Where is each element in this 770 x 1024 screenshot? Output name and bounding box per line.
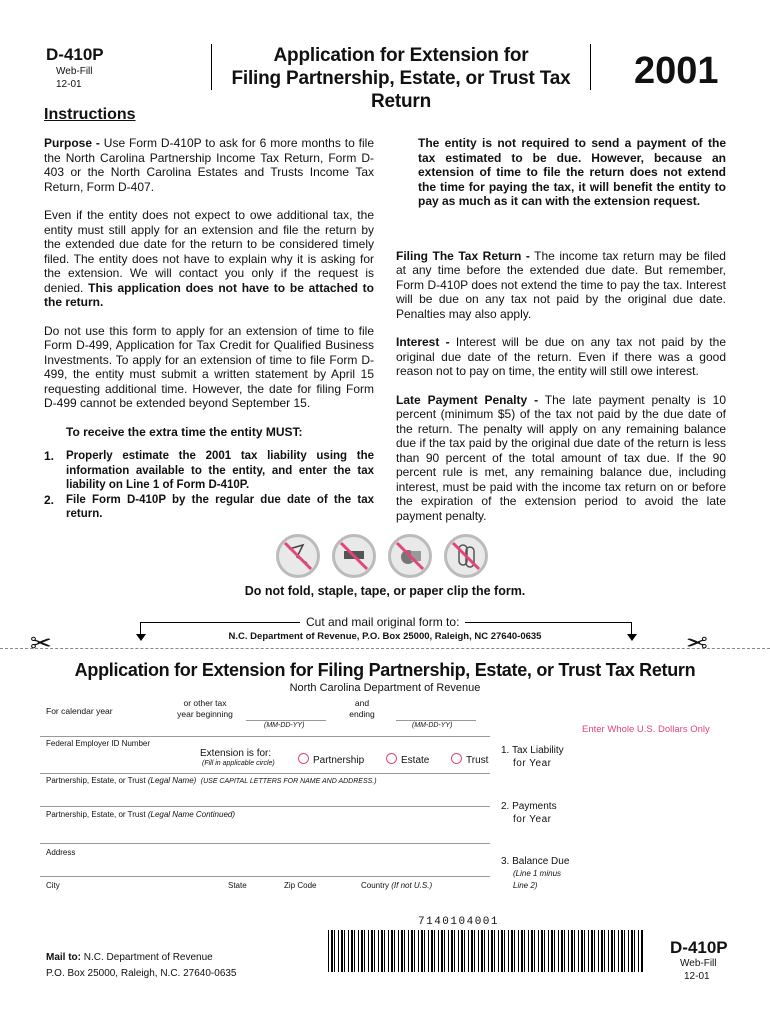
line1-tax-liability-input[interactable] <box>580 748 730 766</box>
instructions-left-column <box>44 136 374 522</box>
scissors-left-icon: ✂ <box>30 628 52 658</box>
barcode-number: 7140104001 <box>418 916 500 928</box>
line2-payments-input[interactable] <box>580 804 730 822</box>
footer-form-id: D-410P <box>670 938 728 957</box>
city-top-line <box>40 876 490 877</box>
footer-web-fill: Web-Fill <box>680 958 717 969</box>
mail-to-line1: Mail to: N.C. Department of Revenue <box>46 952 213 963</box>
scissors-right-icon: ✂ <box>686 628 708 658</box>
calendar-year-label: For calendar year <box>46 706 113 716</box>
line2-label: 2. Payments for Year <box>501 801 557 825</box>
whole-dollars-note: Enter Whole U.S. Dollars Only <box>582 724 710 735</box>
must-heading: To receive the extra time the entity MUST: <box>66 424 303 439</box>
legal-name-input[interactable] <box>46 788 486 806</box>
interest-paragraph: Interest - Interest will be due on any tax not paid by the original due date of the return. Even if there was a good reason not to pay on time, the entity will still owe interest. <box>396 335 726 378</box>
trust-radio[interactable] <box>451 753 462 764</box>
d499-paragraph: Do not use this form to apply for an extension of time to file Form D-499, Application for Tax Credit for Qualified Business Investments. To apply for an extension of time to file Form D-499, the entity must submit a written statement by April 15 requesting additional time. However, the date for filing Form D-499 cannot be extended beyond September 15. <box>44 323 374 410</box>
web-fill-label: Web-Fill <box>56 66 93 77</box>
address-input[interactable] <box>46 858 486 876</box>
revision-date: 12-01 <box>56 79 82 90</box>
address-label: Address <box>46 848 76 857</box>
no-fold-notice: Do not fold, staple, tape, or paper clip the form. <box>244 584 526 598</box>
tax-year: 2001 <box>634 50 719 92</box>
footer-revision: 12-01 <box>684 971 710 982</box>
header-divider-left <box>211 44 212 90</box>
option-partnership[interactable]: Partnership <box>298 753 364 766</box>
late-penalty-paragraph: Late Payment Penalty - The late payment penalty is 10 percent (minimum $5) of the tax not paid by the due date of the return. The penalty will apply on any remaining balance due if the tax paid by the original due date of the return is less than 90 percent of the total amount of tax due. If the 90 percent rule is met, any remaining balance due, including interest, must be paid with the income tax return on or before the expiration of the extension period to avoid the late payment penalty. <box>396 392 726 523</box>
address-top-line <box>40 843 490 844</box>
line3-label: 3. Balance Due (Line 1 minus Line 2) <box>501 856 570 890</box>
cut-line <box>0 648 770 649</box>
line1-label: 1. Tax Liability for Year <box>501 745 564 769</box>
partnership-radio[interactable] <box>298 753 309 764</box>
no-tax-paragraph: Even if the entity does not expect to owe additional tax, the entity must still apply for an extension and file the return by the extended due date for the return to be considered timely filed. The entity does not have to explain why it is asking for the extension. We will contact you only if the request is denied. This application does not have to be attached to the return. <box>44 208 375 309</box>
name-top-line <box>40 773 490 774</box>
header-title-line2: Filing Partnership, Estate, or Trust Tax Return <box>231 68 571 112</box>
no-paper-clip-icon <box>444 534 488 578</box>
filing-paragraph: Filing The Tax Return - The income tax return may be filed at any time before the extended due date. But remember, Form D-410P does not extend the time to pay the tax. Interest will be due on any tax not paid by the original due date. Penalties may also apply. <box>396 248 726 321</box>
fill-circle-note: (Fill in applicable circle) <box>202 760 275 767</box>
no-staple-icon <box>332 534 376 578</box>
year-beginning-underline <box>246 720 326 721</box>
extension-for-label: Extension is for: <box>200 748 272 759</box>
fein-top-line <box>40 736 490 737</box>
header-title-line1: Application for Extension for <box>273 45 529 66</box>
state-label: State <box>228 881 247 890</box>
fein-label: Federal Employer ID Number <box>46 739 151 748</box>
tax-year-beginning-label: or other tax year beginning <box>177 698 233 719</box>
ending-label: and ending <box>349 698 375 719</box>
mail-to-line2: P.O. Box 25000, Raleigh, N.C. 27640-0635 <box>46 968 237 979</box>
must-item-2: 2. File Form D-410P by the regular due date of the tax return. <box>44 492 374 520</box>
barcode-image <box>328 930 644 972</box>
form-title: Application for Extension for Filing Partnership, Estate, or Trust Tax Return <box>74 660 696 680</box>
year-ending-underline <box>396 720 476 721</box>
option-estate[interactable]: Estate <box>386 753 429 766</box>
cut-mail-label: Cut and mail original form to: <box>300 615 465 629</box>
header-title <box>214 44 588 113</box>
legal-name-continued-input[interactable] <box>46 822 486 840</box>
name-cont-top-line <box>40 806 490 807</box>
year-ending-input[interactable] <box>396 706 476 720</box>
must-item-1: 1. Properly estimate the 2001 tax liability using the information available to the entity, and enter the tax liability on Line 1 of Form D-410P. <box>44 449 374 491</box>
instructions-right-column <box>396 136 726 523</box>
date-format-begin: (MM-DD-YY) <box>264 722 305 729</box>
date-format-end: (MM-DD-YY) <box>412 722 453 729</box>
form-subtitle: North Carolina Department of Revenue <box>289 682 481 694</box>
payment-note: The entity is not required to send a payment of the tax estimated to be due. However, because an extension of time to file the return does not extend the time for paying the tax, it will benefit the entity to pay as much as it can with the extension request. <box>418 136 726 208</box>
estate-radio[interactable] <box>386 753 397 764</box>
year-beginning-input[interactable] <box>246 706 326 720</box>
header-divider-right <box>590 44 591 90</box>
name-label: Partnership, Estate, or Trust (Legal Name) (USE CAPITAL LETTERS FOR NAME AND ADDRESS.) <box>46 776 377 785</box>
city-label: City <box>46 881 60 890</box>
option-trust[interactable]: Trust <box>451 753 488 766</box>
country-label: Country (If not U.S.) <box>361 881 433 890</box>
name-continued-label: Partnership, Estate, or Trust (Legal Name Continued) <box>46 810 236 819</box>
no-fold-icon <box>276 534 320 578</box>
no-tape-icon <box>388 534 432 578</box>
zip-label: Zip Code <box>284 881 317 890</box>
line3-balance-due-input[interactable] <box>580 860 730 878</box>
instructions-heading: Instructions <box>44 106 136 123</box>
fein-input[interactable] <box>46 750 186 768</box>
form-id: D-410P <box>46 45 104 64</box>
mail-address: N.C. Department of Revenue, P.O. Box 25000, Raleigh, NC 27640-0635 <box>228 631 542 642</box>
purpose-paragraph: Purpose - Use Form D-410P to ask for 6 more months to file the North Carolina Partnership Income Tax Return, Form D-403 or the North Carolina Estates and Trusts Income Tax Return, Form D-407. <box>44 136 374 194</box>
